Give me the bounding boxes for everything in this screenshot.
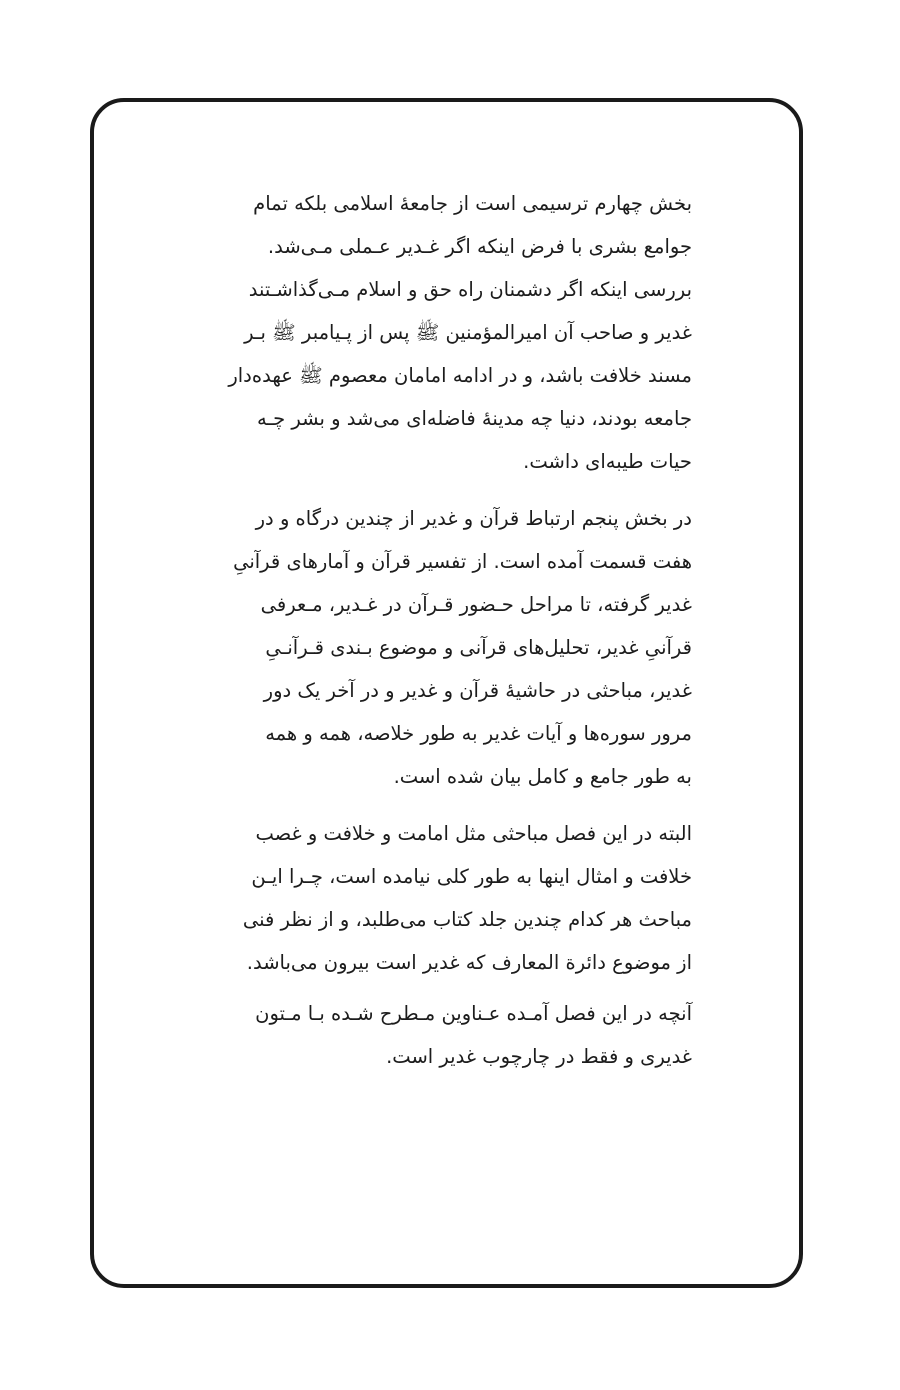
paragraph-3: البته در این فصل مباحثی مثل امامت و خلافت و غصب خلافت و امثال اینها به طور کلی نیامده است، چـرا ایـن مباحث هر کدام چندین جلد کتاب می‌طلبد، و از نظر فنی از موضوع دائرة المعارف که غدیر است بیرون می‌باشد. (242, 822, 692, 974)
paragraph-1: بخش چهارم ترسیمی است از جامعۀ اسلامی بلکه تمام جوامع بشری با فرض اینکه اگر غـدیر عـملی مـی‌شد. بررسی اینکه اگر دشمنان راه حق و اسلام مـی‌گذاشـتند غدیر و صاحب آن امیرالمؤمنین ﷺ پس از پـیامبر ﷺ بـر مسند خلافت باشد، و در ادامه امامان معصوم ﷺ عهده‌دار جامعه بودند، دنیا چه مدینۀ فاضله‌ای می‌شد و بشر چـه حیات طیبه‌ای داشت. (228, 192, 692, 473)
paragraph-2: در بخش پنجم ارتباط قرآن و غدیر از چندین درگاه و در هفت قسمت آمده است. از تفسیر قرآن و آمارهای قرآنیِ غدیر گرفته، تا مراحل حـضور قـرآن در غـدیر، مـعرفی قرآنیِ غدیر، تحلیل‌های قرآنی و موضوع بـندی قـرآنـیِ غدیر، مباحثی در حاشیۀ قرآن و غدیر و در آخر یک دور مرور سوره‌ها و آیات غدیر به طور خلاصه، همه و همه به طور جامع و کامل بیان شده است. (233, 507, 692, 788)
body-text (210, 182, 692, 1078)
paragraph-4: آنچه در این فصل آمـده عـناوین مـطرح شـده بـا مـتون غدیری و فقط در چارچوب غدیر است. (255, 1002, 692, 1068)
